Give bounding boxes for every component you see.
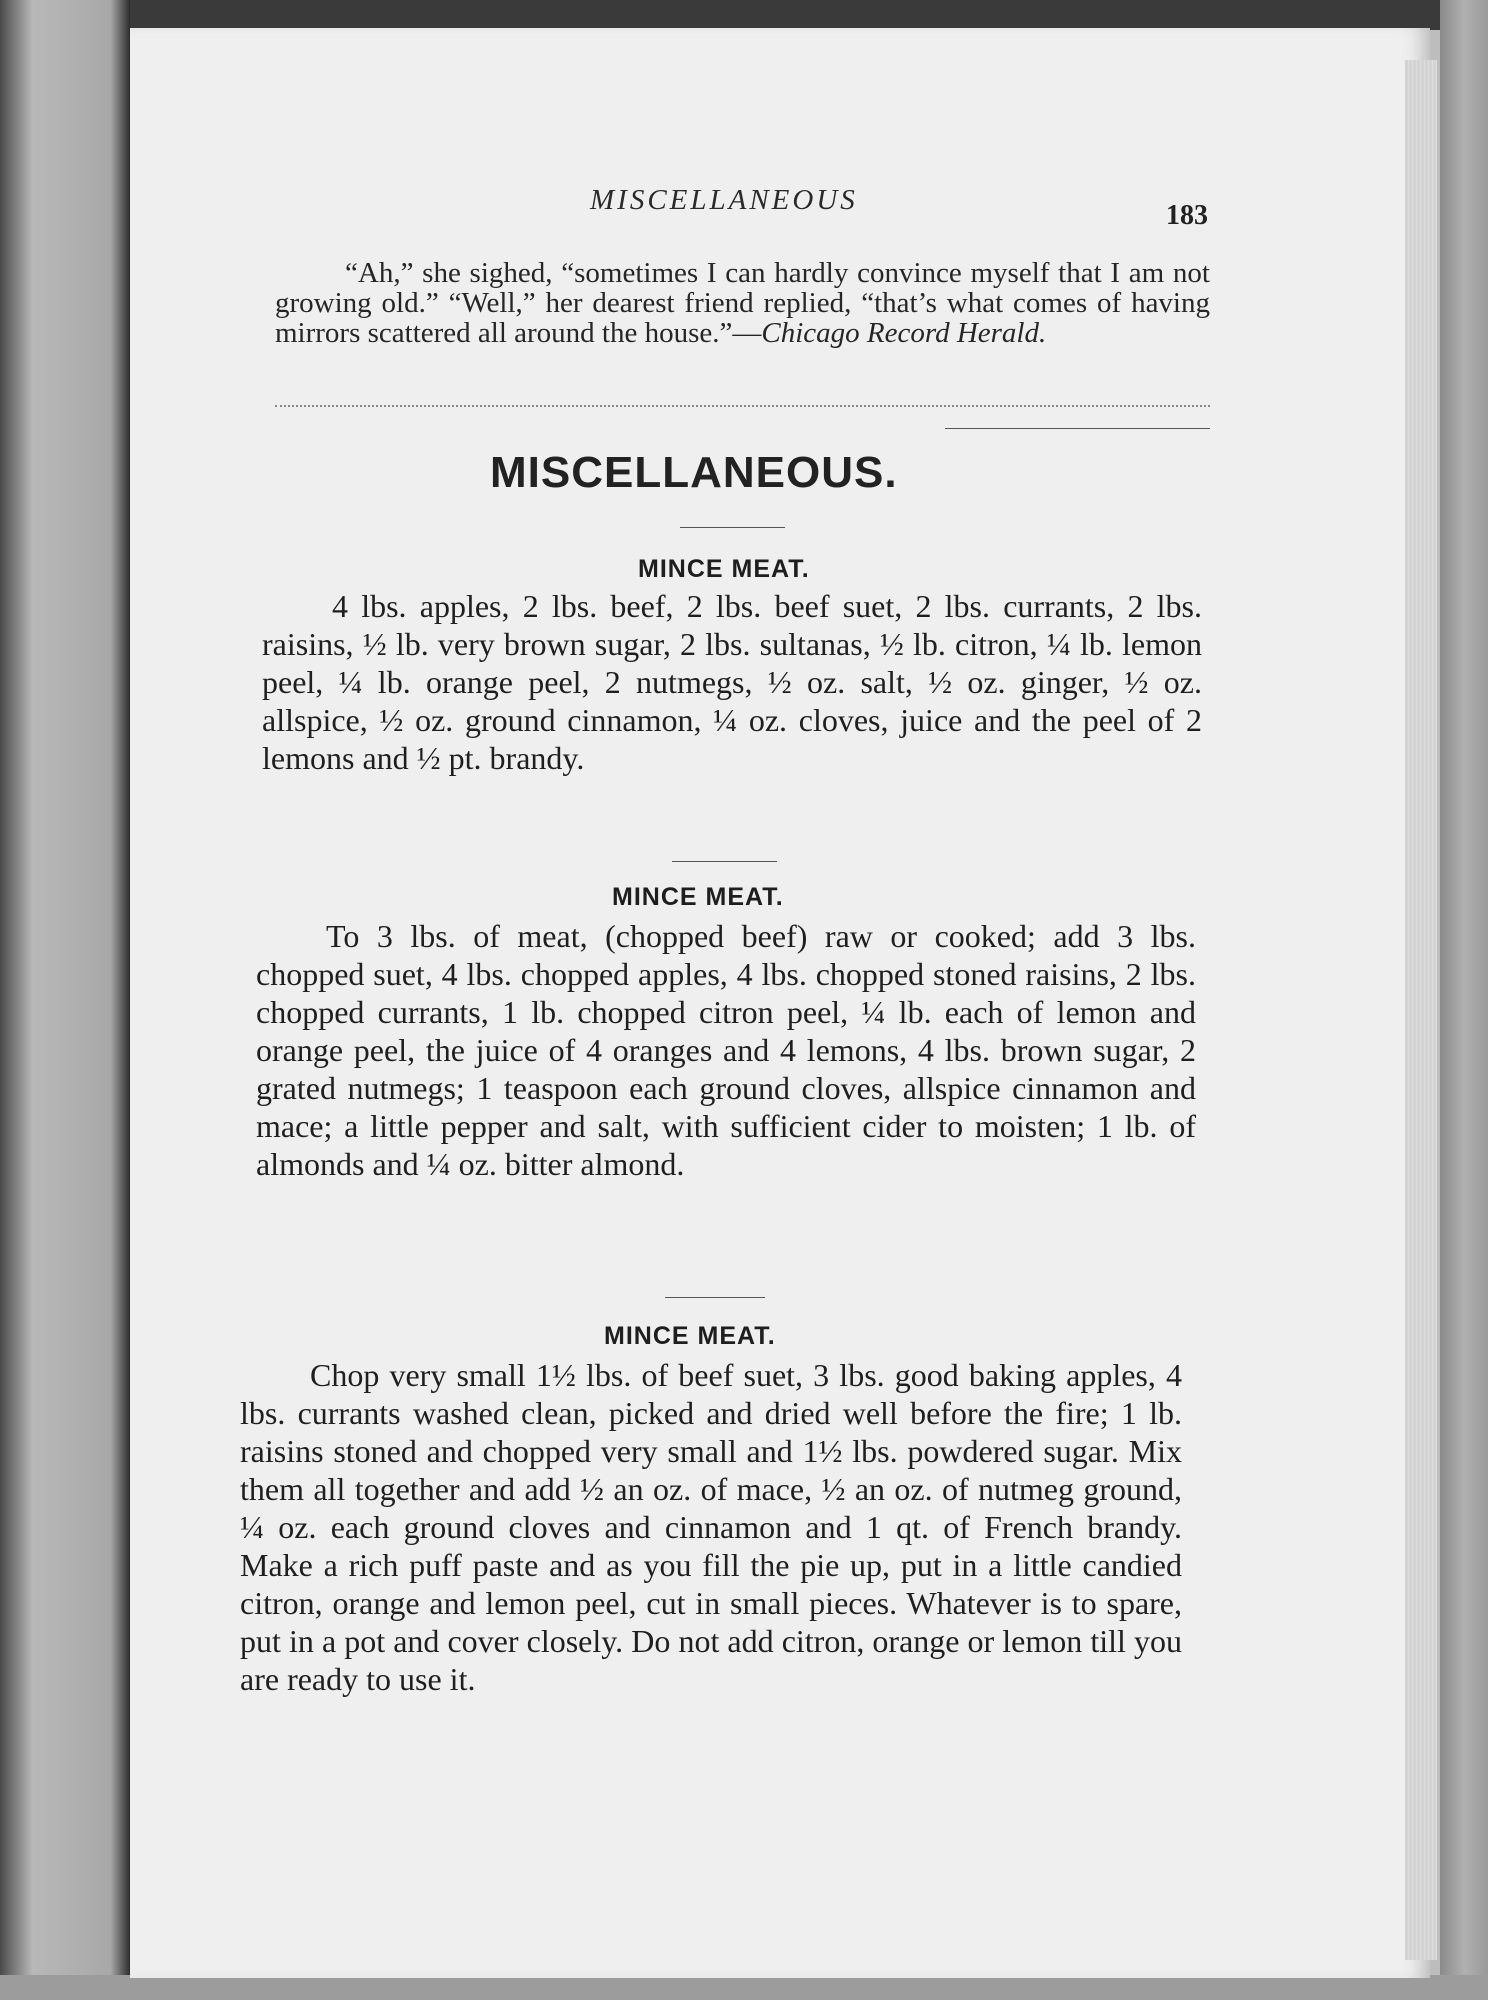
recipe-title: MINCE MEAT.	[638, 555, 810, 583]
separator-rule-accent	[945, 428, 1210, 429]
separator-rule	[275, 405, 1210, 407]
recipe-body: 4 lbs. apples, 2 lbs. beef, 2 lbs. beef suet, 2 lbs. currants, 2 lbs. raisins, ½ lb. very brown sugar, 2 lbs. sultanas, ½ lb. citron, ¼ lb. lemon peel, ¼ lb. orange peel, 2 nutmegs, ½ oz. salt, ½ oz. ginger, ½ oz. allspice, ½ oz. ground cinnamon, ¼ oz. cloves, juice and the peel of 2 lemons and ½ pt. brandy.	[262, 588, 1202, 776]
page-number: 183	[1166, 200, 1208, 231]
anecdote-text: “Ah,” she sighed, “sometimes I can hardly convince myself that I am not growing old.” “Well,” her dearest friend replied, “that’s what comes of having mirrors scattered all around the house.”—	[275, 257, 1210, 349]
recipe-body: Chop very small 1½ lbs. of beef suet, 3 lbs. good baking apples, 4 lbs. currants washed clean, picked and dried well before the fire; 1 lb. raisins stoned and chopped very small and 1½ lbs. powdered sugar. Mix them all together and add ½ an oz. of mace, ½ an oz. of nutmeg ground, ¼ oz. each ground cloves and cinnamon and 1 qt. of French brandy. Make a rich puff paste and as you fill the pie up, put in a little candied citron, orange and lemon peel, cut in small pieces. Whatever is to spare, put in a pot and cover closely. Do not add citron, orange or lemon till you are ready to use it.	[240, 1357, 1182, 1697]
recipe-title: MINCE MEAT.	[604, 1322, 776, 1350]
section-title: MISCELLANEOUS.	[490, 448, 898, 497]
scan-frame-left	[0, 0, 130, 2000]
recipe-divider	[672, 861, 777, 862]
scan-frame-right	[1440, 0, 1488, 2000]
scan-frame-bottom	[0, 1975, 1488, 2000]
recipe-divider	[665, 1297, 765, 1298]
title-rule	[680, 527, 785, 528]
recipe-title: MINCE MEAT.	[612, 883, 784, 911]
recipe-body: To 3 lbs. of meat, (chopped beef) raw or cooked; add 3 lbs. chopped suet, 4 lbs. chopped apples, 4 lbs. chopped stoned raisins, 2 lbs. chopped currants, 1 lb. chopped citron peel, ¼ lb. each of lemon and orange peel, the juice of 4 oranges and 4 lemons, 4 lbs. brown sugar, 2 grated nutmegs; 1 teaspoon each ground cloves, allspice cinnamon and mace; a little pepper and salt, with sufficient cider to moisten; 1 lb. of almonds and ¼ oz. bitter almond.	[256, 918, 1196, 1182]
anecdote	[275, 258, 1210, 348]
anecdote-source: Chicago Record Herald.	[761, 317, 1047, 349]
running-head: MISCELLANEOUS	[590, 184, 858, 216]
scan-frame-top	[0, 0, 1488, 30]
page-edge	[1405, 60, 1437, 1960]
